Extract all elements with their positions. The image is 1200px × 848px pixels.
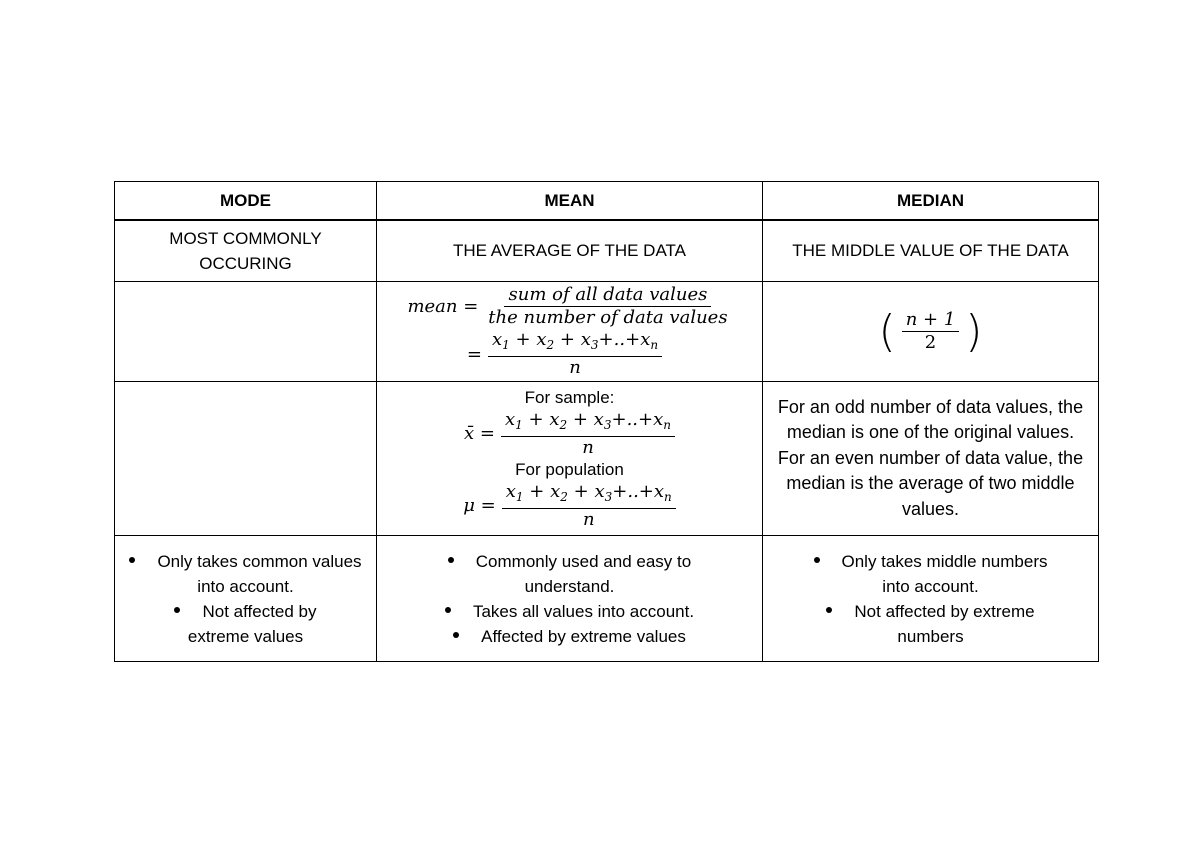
mean-formula — [377, 282, 763, 382]
bullet-icon — [826, 607, 832, 613]
median-even-text: For an even number of data value, the median is the average of two middle values. — [777, 447, 1084, 519]
right-paren: ) — [965, 305, 983, 357]
sample-lhs: x̄ = — [463, 423, 495, 444]
sum-numerator: $x_1 + x_2 + x_3+..+x_n$ — [488, 329, 662, 357]
mean-definition: THE AVERAGE OF THE DATA — [377, 220, 763, 282]
sample-denominator: n — [582, 436, 594, 458]
median-definition: THE MIDDLE VALUE OF THE DATA — [763, 220, 1099, 282]
sum-denominator: n — [569, 357, 581, 378]
header-mean: MEAN — [377, 182, 763, 220]
header-median: MEDIAN — [763, 182, 1099, 220]
median-fraction — [902, 309, 960, 354]
mode-notes — [115, 536, 377, 662]
bullet-icon — [448, 557, 454, 563]
median-denominator: 2 — [924, 332, 937, 353]
sample-row — [115, 382, 1099, 536]
definition-row — [115, 220, 1099, 282]
bullet-icon — [814, 557, 820, 563]
population-denominator: n — [582, 508, 595, 530]
mode-formula-empty — [115, 282, 377, 382]
list-item: Affected by extreme values — [423, 624, 716, 649]
population-fraction — [502, 481, 676, 531]
list-item: Only takes common values into account. — [121, 549, 370, 599]
list-item: Commonly used and easy to understand. — [423, 549, 716, 599]
median-formula — [763, 282, 1099, 382]
comparison-table — [114, 181, 1099, 662]
mean-sample-population — [377, 382, 763, 536]
list-item: Not affected by extreme numbers — [799, 599, 1062, 649]
mean-denominator: the number of data values — [488, 307, 728, 328]
header-mode: MODE — [115, 182, 377, 220]
left-paren: ( — [878, 305, 896, 357]
equals-sign: = — [466, 343, 483, 365]
median-explanation — [763, 382, 1099, 536]
mean-notes — [377, 536, 763, 662]
mean-fraction — [484, 284, 731, 329]
list-item: Only takes middle numbers into account. — [799, 549, 1062, 599]
sample-fraction — [501, 409, 675, 459]
bullet-icon — [445, 607, 451, 613]
notes-row — [115, 536, 1099, 662]
median-notes — [763, 536, 1099, 662]
mode-sample-empty — [115, 382, 377, 536]
sample-numerator: $x_1 + x_2 + x_3+..+x_n$ — [501, 409, 675, 437]
header-row — [115, 182, 1099, 220]
population-lhs: μ = — [463, 495, 496, 516]
list-item: Not affected by extreme values — [121, 599, 370, 649]
population-label: For population — [515, 459, 624, 479]
list-item: Takes all values into account. — [423, 599, 716, 624]
bullet-icon — [453, 632, 459, 638]
bullet-icon — [174, 607, 180, 613]
mean-numerator: sum of all data values — [504, 284, 711, 307]
mode-definition: MOST COMMONLY OCCURING — [115, 220, 377, 282]
population-numerator: $x_1 + x_2 + x_3+..+x_n$ — [502, 481, 676, 509]
mean-lhs: mean = — [407, 296, 479, 317]
sum-fraction — [488, 329, 662, 379]
median-odd-text: For an odd number of data values, the median is one of the original values. — [777, 396, 1084, 443]
median-numerator: n + 1 — [902, 309, 960, 332]
formula-row — [115, 282, 1099, 382]
bullet-icon — [129, 557, 135, 563]
sample-label: For sample: — [524, 387, 615, 407]
